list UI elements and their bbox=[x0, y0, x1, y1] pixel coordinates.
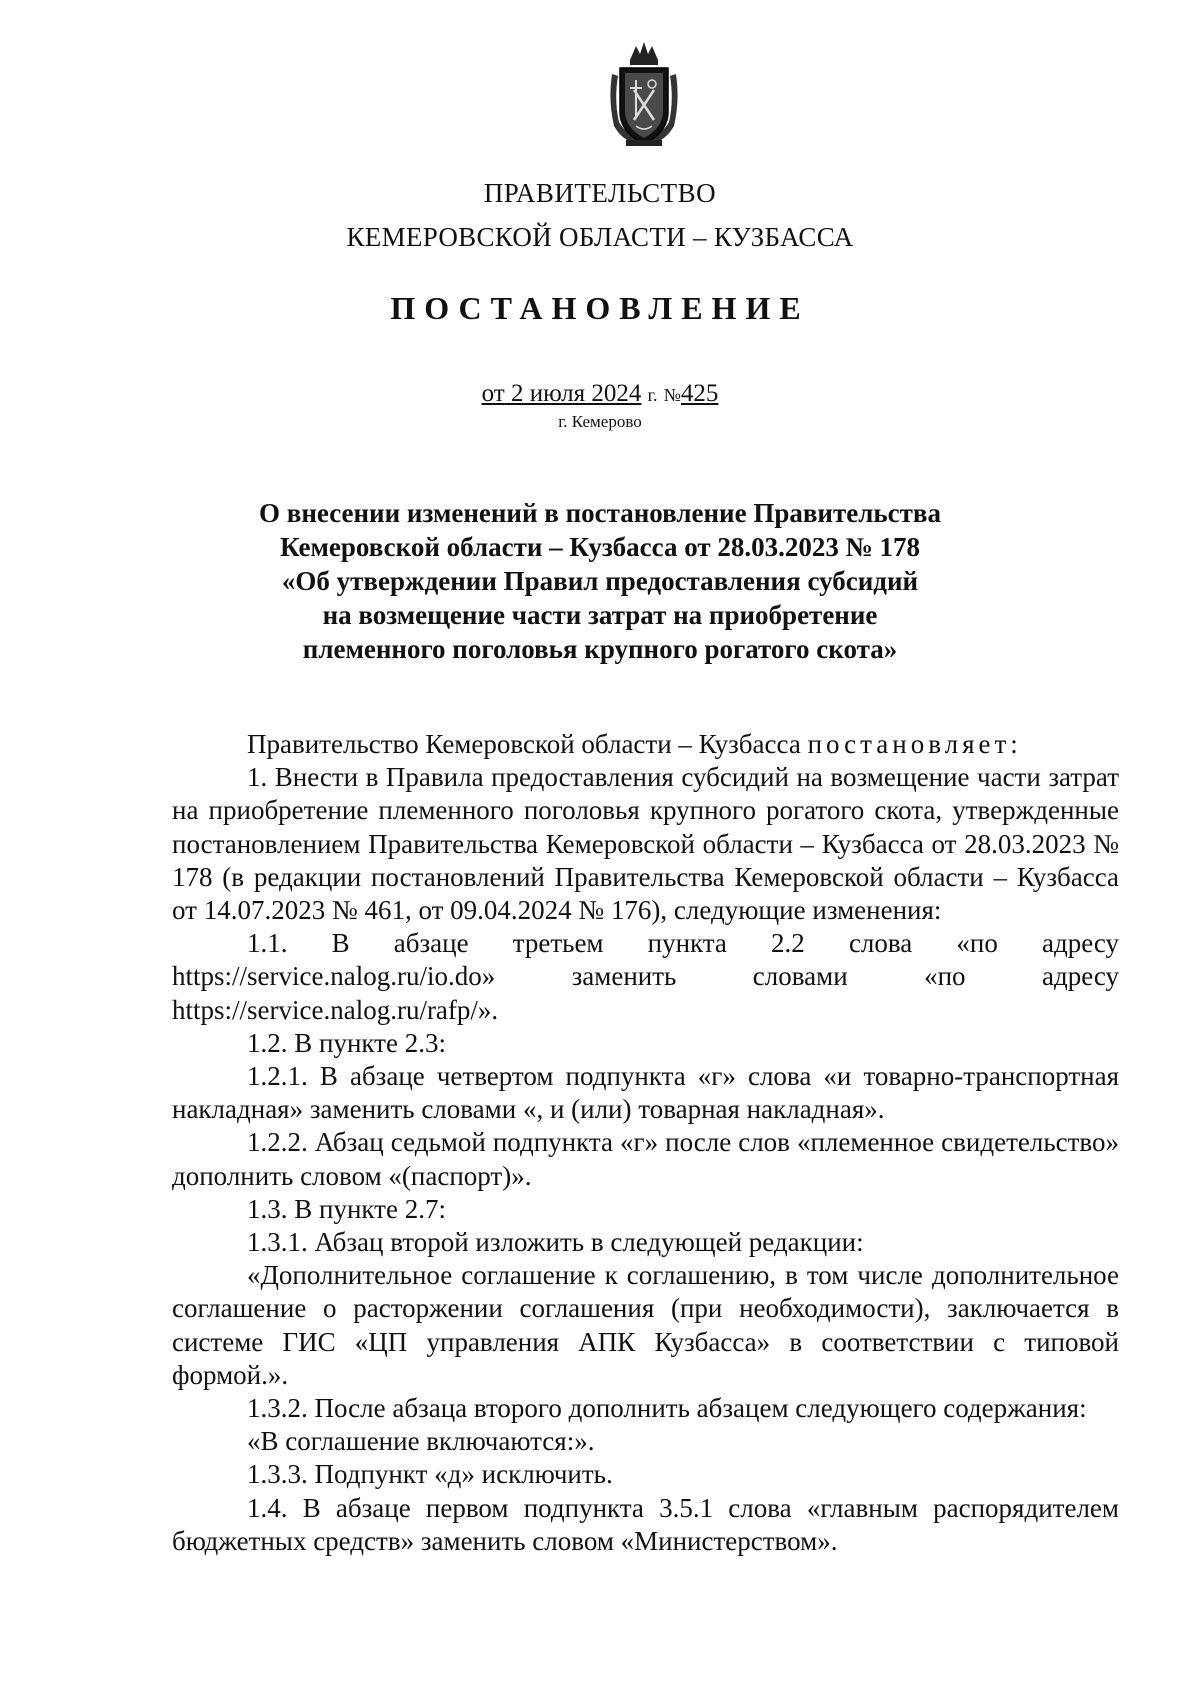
date-number-line bbox=[0, 380, 1200, 408]
coat-of-arms-icon bbox=[606, 40, 682, 152]
number-sign: № bbox=[663, 385, 681, 405]
document-date: 2 июля 2024 bbox=[510, 380, 642, 407]
document-title bbox=[0, 496, 1200, 666]
body-paragraph: 1.2.1. В абзаце четвертом подпункта «г» слова «и товарно-транспортная накладная» заменить словами «, и (или) товарная накладная». bbox=[172, 1061, 1119, 1125]
government-name-line1: ПРАВИТЕЛЬСТВО bbox=[483, 178, 717, 208]
intro-verb: постановляет: bbox=[807, 729, 1022, 759]
document-body bbox=[172, 728, 1119, 1558]
city: г. Кемерово bbox=[558, 412, 642, 431]
body-paragraph: 1. Внести в Правила предоставления субсидий на возмещение части затрат на приобретение племенного поголовья крупного рогатого скота, утвержденные постановлением Правительства Кемеровской области – Кузбасса от 28.03.2023 № 178 (в редакции постановлений Правительства Кемеровской области – Кузбасса от 14.07.2023 № 461, от 09.04.2024 № 176), следующие изменения: bbox=[172, 762, 1119, 926]
title-line: на возмещение части затрат на приобретение bbox=[322, 600, 878, 630]
government-name-line2: КЕМЕРОВСКОЙ ОБЛАСТИ – КУЗБАССА bbox=[346, 222, 854, 252]
body-paragraph: «Дополнительное соглашение к соглашению, в том числе дополнительное соглашение о расторжении соглашения (при необходимости), заключается в системе ГИС «ЦП управления АПК Кузбасса» в соответствии с типовой формой.». bbox=[172, 1260, 1119, 1390]
intro-paragraph bbox=[172, 728, 1119, 761]
title-line: «Об утверждении Правил предоставления субсидий bbox=[281, 566, 919, 596]
body-paragraph: 1.2.2. Абзац седьмой подпункта «г» после слов «племенное свидетельство» дополнить словом «(паспорт)». bbox=[172, 1127, 1119, 1191]
title-line: племенного поголовья крупного рогатого скота» bbox=[302, 634, 898, 664]
year-suffix: г. bbox=[647, 385, 658, 405]
body-paragraph: «В соглашение включаются:». bbox=[247, 1426, 595, 1457]
intro-text: Правительство Кемеровской области – Кузбасса bbox=[247, 729, 801, 759]
body-paragraph: 1.4. В абзаце первом подпункта 3.5.1 слова «главным распорядителем бюджетных средств» заменить словом «Министерством». bbox=[172, 1492, 1119, 1556]
date-prefix: от bbox=[481, 380, 505, 407]
document-type: ПОСТАНОВЛЕНИЕ bbox=[390, 290, 810, 326]
body-paragraph: 1.3.2. После абзаца второго дополнить абзацем следующего содержания: bbox=[247, 1393, 1087, 1424]
title-line: О внесении изменений в постановление Правительства bbox=[259, 498, 941, 528]
title-line: Кемеровской области – Кузбасса от 28.03.2023 № 178 bbox=[279, 532, 921, 562]
body-paragraph: 1.1. В абзаце третьем пункта 2.2 слова «по адресу https://service.nalog.ru/io.do» заменить словами «по адресу https://service.nalog.ru/rafp/». bbox=[172, 928, 1119, 1025]
body-paragraph: 1.3. В пункте 2.7: bbox=[247, 1193, 446, 1224]
body-paragraph: 1.2. В пункте 2.3: bbox=[247, 1027, 446, 1058]
body-paragraph: 1.3.1. Абзац второй изложить в следующей редакции: bbox=[247, 1227, 864, 1258]
document-number: 425 bbox=[680, 380, 719, 407]
body-paragraph: 1.3.3. Подпункт «д» исключить. bbox=[247, 1459, 613, 1490]
